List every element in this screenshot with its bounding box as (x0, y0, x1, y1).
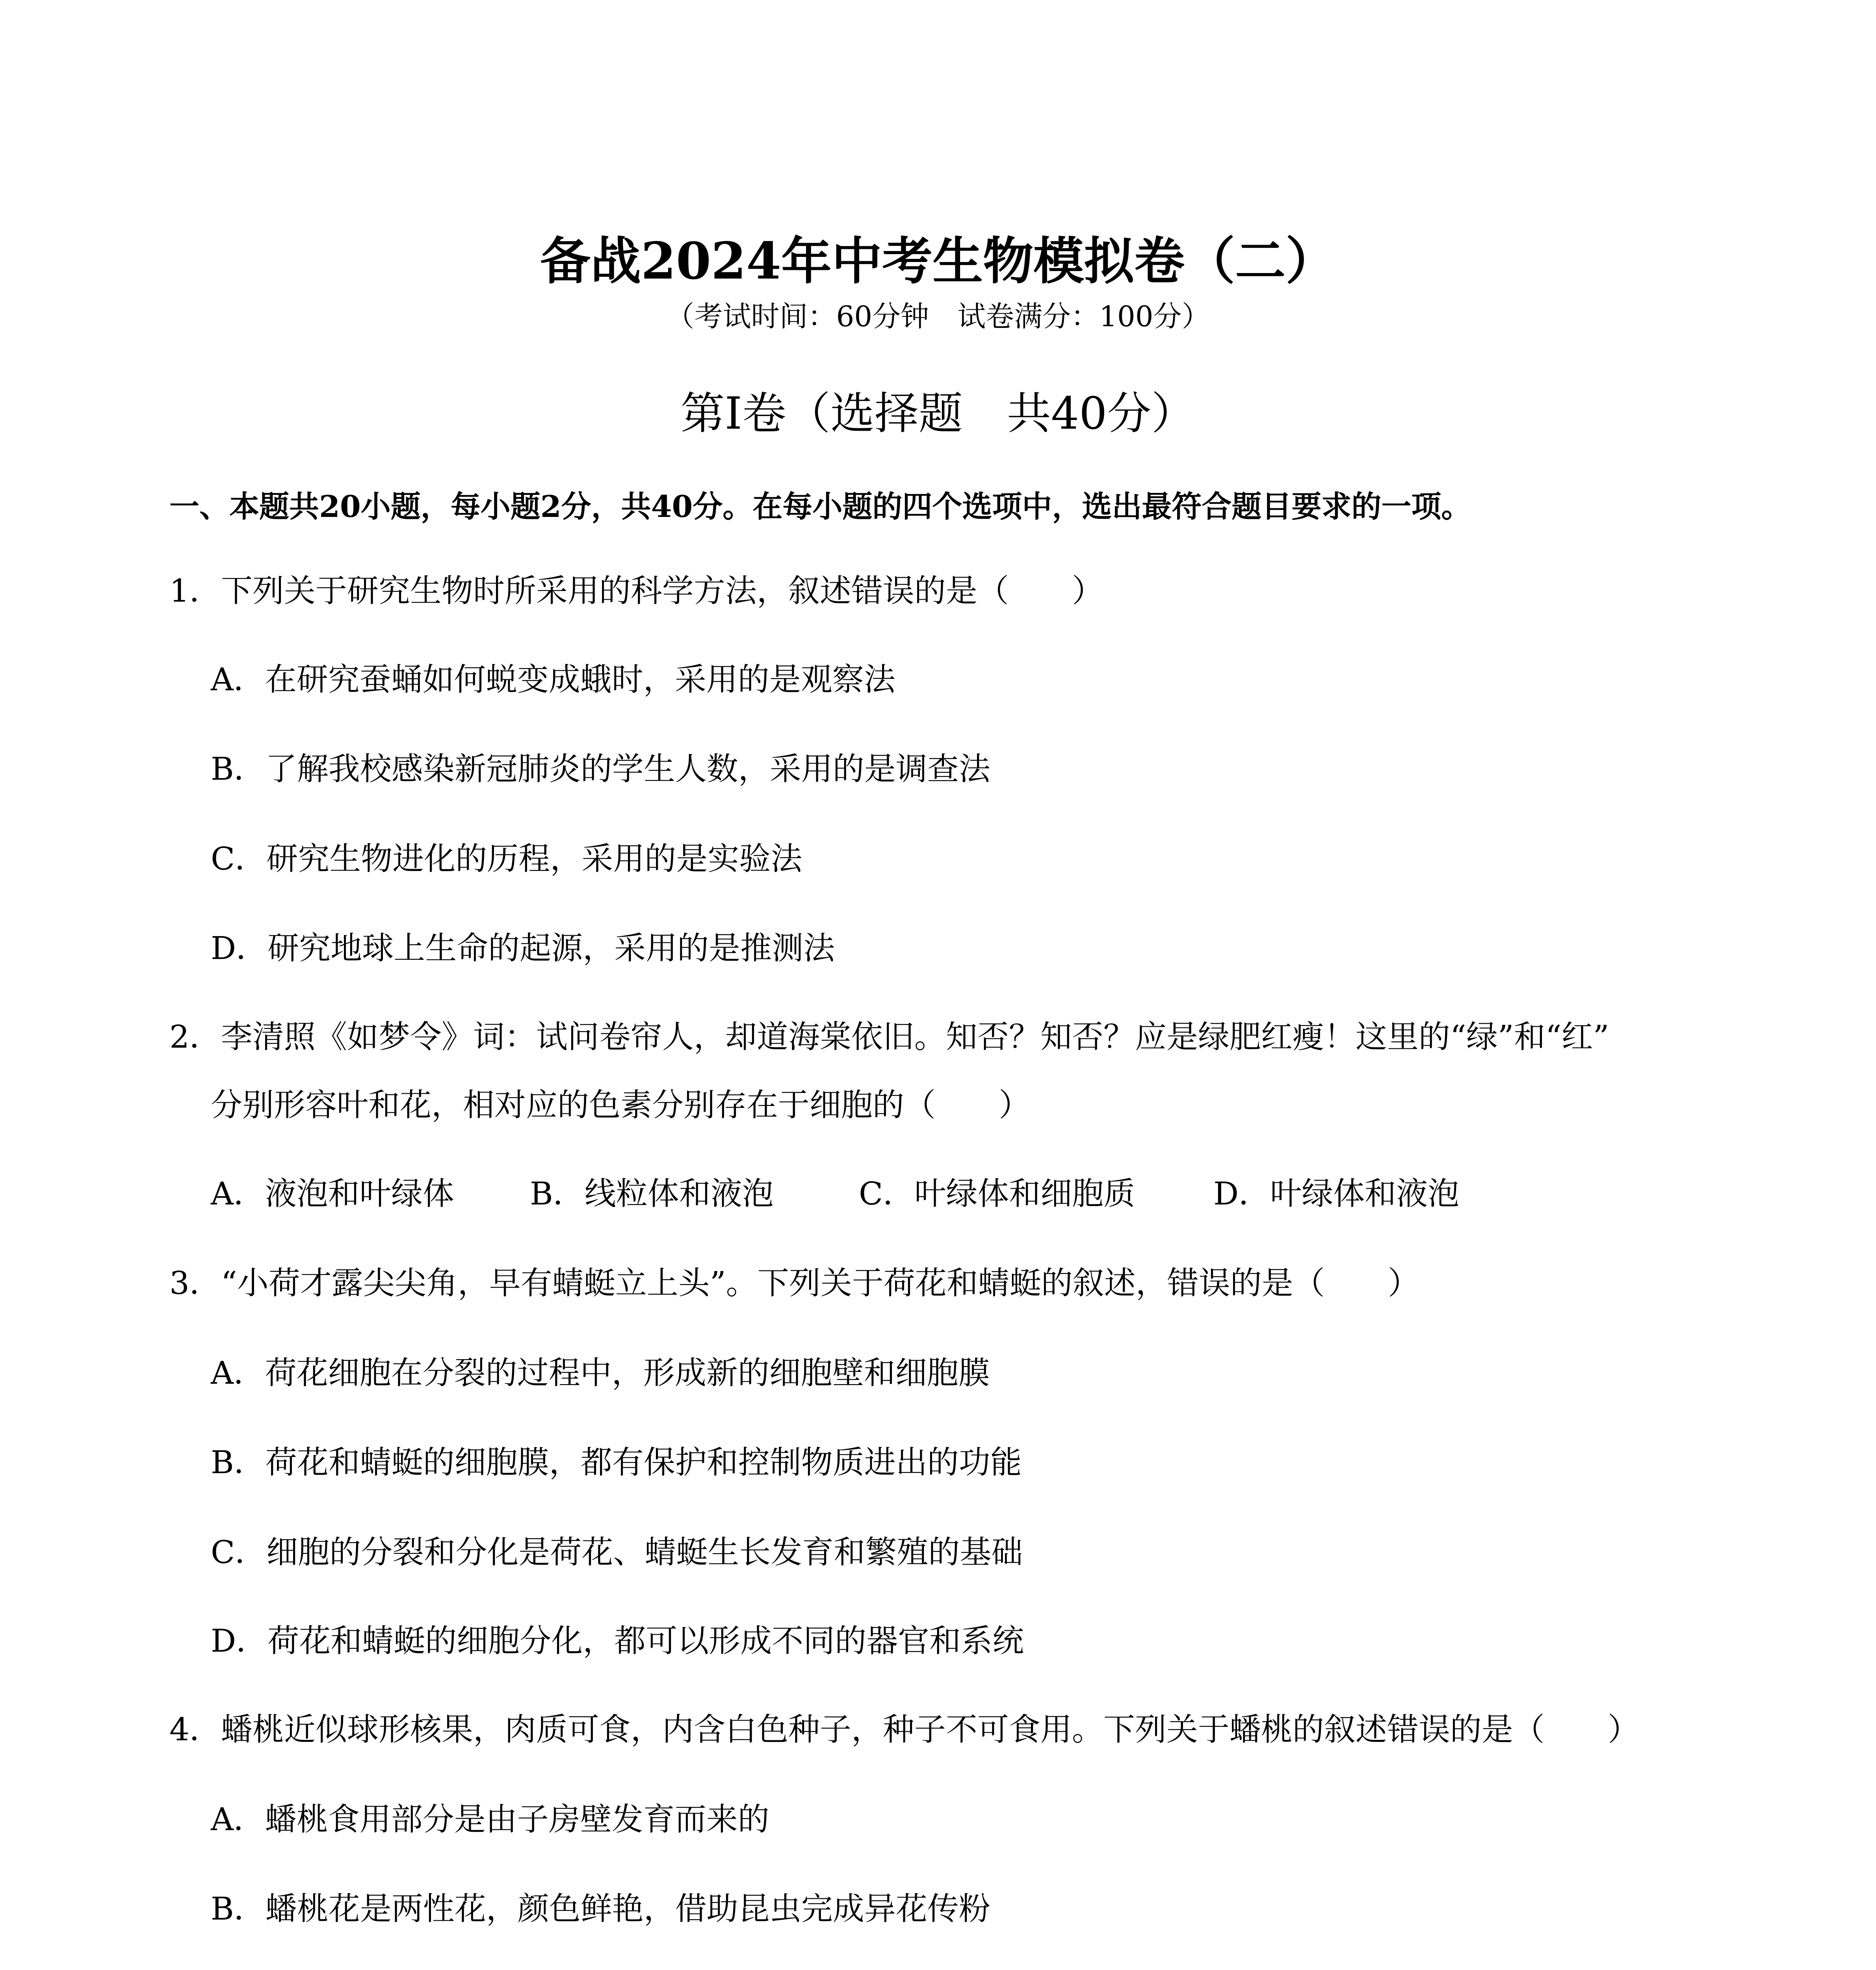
question-1-option-c: C．研究生物进化的历程，采用的是实验法 (211, 840, 802, 877)
exam-info: （考试时间：60分钟 试卷满分：100分） (666, 300, 1210, 333)
question-4-option-b: B．蟠桃花是两性花，颜色鲜艳，借助昆虫完成异花传粉 (211, 1890, 990, 1927)
question-4-stem: 4．蟠桃近似球形核果，肉质可食，内含白色种子，种子不可食用。下列关于蟠桃的叙述错误的是（ ） (169, 1711, 1639, 1748)
question-3-option-c: C．细胞的分裂和分化是荷花、蜻蜓生长发育和繁殖的基础 (211, 1534, 1023, 1570)
question-3-option-a: A．荷花细胞在分裂的过程中，形成新的细胞壁和细胞膜 (211, 1355, 990, 1391)
question-1-stem: 1．下列关于研究生物时所采用的科学方法，叙述错误的是（ ） (169, 572, 1103, 609)
question-3-option-d: D．荷花和蜻蜓的细胞分化，都可以形成不同的器官和系统 (211, 1622, 1024, 1659)
question-3-option-b: B．荷花和蜻蜓的细胞膜，都有保护和控制物质进出的功能 (211, 1444, 1022, 1481)
question-1-option-d: D．研究地球上生命的起源，采用的是推测法 (211, 930, 835, 966)
question-2-stem-line-2: 分别形容叶和花，相对应的色素分别存在于细胞的（ ） (211, 1087, 1030, 1123)
question-4-option-a: A．蟠桃食用部分是由子房壁发育而来的 (211, 1801, 769, 1838)
question-2-option-b: B．线粒体和液泡 (530, 1175, 774, 1212)
question-3-stem: 3．“小荷才露尖尖角，早有蜻蜓立上头”。下列关于荷花和蜻蜓的叙述，错误的是（ ） (169, 1265, 1419, 1301)
question-2-stem-line-1: 2．李清照《如梦令》词：试问卷帘人，却道海棠依旧。知否？知否？应是绿肥红瘦！这里的“绿”和“红” (169, 1018, 1609, 1055)
question-1-option-b: B．了解我校感染新冠肺炎的学生人数，采用的是调查法 (211, 751, 990, 787)
page-title: 备战2024年中考生物模拟卷（二） (540, 232, 1336, 291)
section-heading: 第I卷（选择题 共40分） (680, 388, 1196, 439)
question-1-option-a: A．在研究蚕蛹如何蜕变成蛾时，采用的是观察法 (211, 661, 895, 698)
question-2-option-d: D．叶绿体和液泡 (1213, 1175, 1460, 1212)
section-instruction: 一、本题共20小题，每小题2分，共40分。在每小题的四个选项中，选出最符合题目要求的一项。 (169, 489, 1471, 524)
question-2-option-a: A．液泡和叶绿体 (211, 1175, 454, 1212)
question-2-option-c: C．叶绿体和细胞质 (859, 1175, 1135, 1212)
